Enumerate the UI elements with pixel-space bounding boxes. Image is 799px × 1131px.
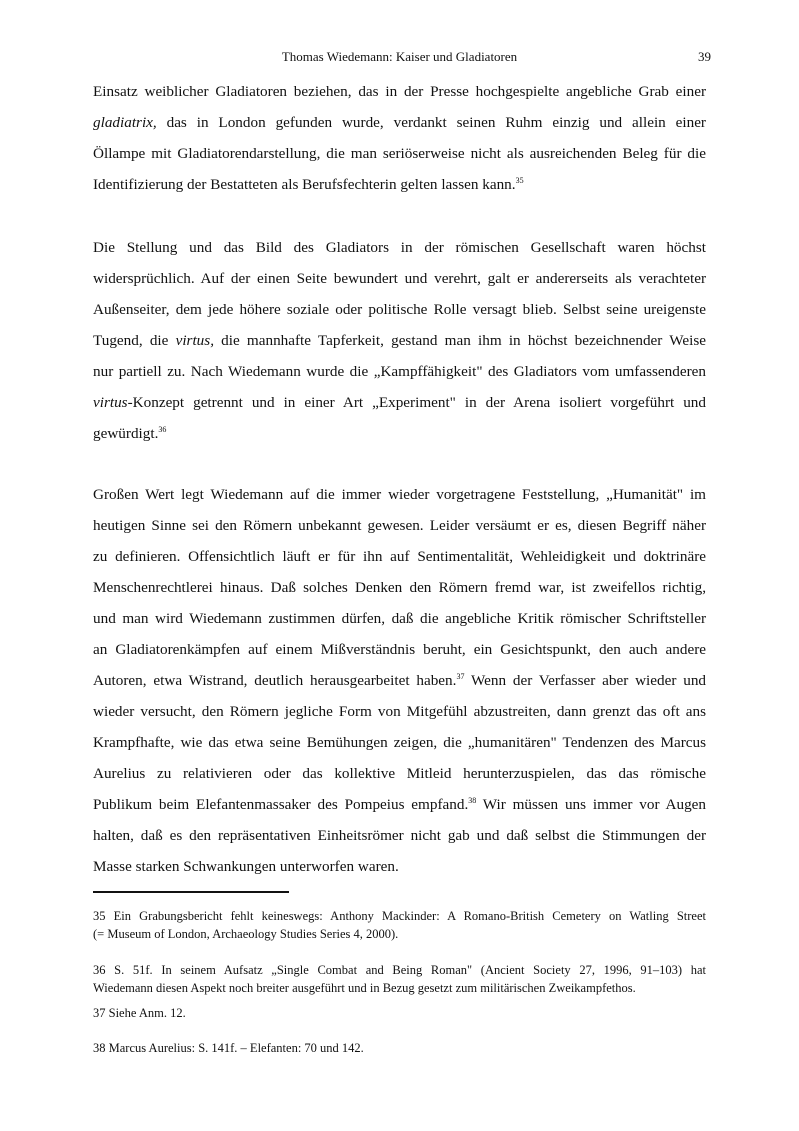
italic-term: gladiatrix,: [93, 114, 157, 131]
footnote-ref[interactable]: 35: [515, 176, 524, 185]
footnote-38: 38 Marcus Aurelius: S. 141f. – Elefanten: 70 und 142.: [93, 1041, 364, 1055]
text-line: Außenseiter, dem jede höhere soziale oder politische Rolle versagt blieb. Selbst seine ureigenste: [93, 301, 706, 318]
footnote-35: 35 Ein Grabungsbericht fehlt keineswegs: Anthony Mackinder: A Romano-British Cemetery on Watling Street (= Museum of London, Archaeology Studies Series 4, 2000).: [93, 909, 706, 941]
text-line: gladiatrix, das in London gefunden wurde, verdankt seinen Ruhm einzig und allein einer: [93, 114, 706, 131]
text-line: Autoren, etwa Wistrand, deutlich herausgearbeitet haben.$^{37}$ Wenn der Verfasser aber wieder und: [93, 672, 707, 689]
running-title: Thomas Wiedemann: Kaiser und Gladiatoren: [281, 49, 518, 64]
text-line: Öllampe mit Gladiatorendarstellung, die man seriöserweise nicht als ausreichenden Beleg für die: [93, 145, 706, 162]
text-line: gewürdigt.$^{36}$: [93, 425, 167, 442]
text-line: widersprüchlich. Auf der einen Seite bewundert und verehrt, galt er andererseits als verachteter: [93, 270, 706, 287]
text-line: Aurelius zu relativieren oder das kollektive Mitleid herunterzuspielen, das das römische: [93, 765, 706, 782]
text-line: virtus-Konzept getrennt und in einer Art „Experiment" in der Arena isoliert vorgeführt und: [93, 394, 706, 411]
footnote-ref[interactable]: 36: [158, 425, 167, 434]
footnote-36: 36 S. 51f. In seinem Aufsatz „Single Combat and Being Roman" (Ancient Society 27, 1996, 91–103) hat Wiedemann diesen Aspekt noch breiter ausgeführt und in Bezug gesetzt zum militärischen Zweikampfethos.: [93, 963, 706, 995]
text-line: heutigen Sinne sei den Römern unbekannt gewesen. Leider versäumt er es, diesen Begriff näher: [93, 517, 706, 534]
text-line: Menschenrechtlerei hinaus. Daß solches Denken den Römern fremd war, ist zweifellos richtig,: [93, 579, 706, 596]
text-line: Masse starken Schwankungen unterworfen waren.: [93, 858, 399, 875]
footnote-ref[interactable]: 37: [456, 672, 465, 681]
text-line: Einsatz weiblicher Gladiatoren beziehen, das in der Presse hochgespielte angebliche Grab einer: [93, 83, 706, 100]
text-line: nur partiell zu. Nach Wiedemann wurde die „Kampffähigkeit" des Gladiators vom umfassenderen: [93, 363, 706, 380]
running-header: [0, 49, 799, 69]
text-line: Tugend, die virtus, die mannhafte Tapferkeit, gestand man ihm in höchst bezeichnender Weise: [93, 332, 706, 349]
footnote-separator: [93, 891, 289, 893]
footnote-37: 37 Siehe Anm. 12.: [93, 1006, 186, 1020]
text-line: Großen Wert legt Wiedemann auf die immer wieder vorgetragene Feststellung, „Humanität" im: [93, 486, 706, 503]
text-line: und man wird Wiedemann zustimmen dürfen, daß die angebliche Kritik römischer Schriftsteller: [93, 610, 706, 627]
italic-term: virtus,: [175, 332, 214, 349]
text-line: Die Stellung und das Bild des Gladiators in der römischen Gesellschaft waren höchst: [93, 239, 706, 256]
italic-term: virtus: [93, 394, 128, 411]
page-number: 39: [698, 49, 711, 64]
text-line: zu definieren. Offensichtlich läuft er für ihn auf Sentimentalität, Wehleidigkeit und doktrinäre: [93, 548, 706, 565]
text-line: wieder versucht, den Römern jegliche Form von Mitgefühl abzustreiten, dann grenzt das oft ans: [93, 703, 706, 720]
text-line: Publikum beim Elefantenmassaker des Pompeius empfand.$^{38}$ Wir müssen uns immer vor Augen: [93, 796, 706, 813]
text-line: Krampfhafte, wie das etwa seine Bemühungen zeigen, die „humanitären" Tendenzen des Marcus: [93, 734, 706, 751]
text-line: an Gladiatorenkämpfen auf einem Mißverständnis beruht, ein Gesichtspunkt, den auch andere: [93, 641, 706, 658]
text-line: halten, daß es den repräsentativen Einheitsrömer nicht gab und daß selbst die Stimmungen der: [93, 827, 706, 844]
text-line: Identifizierung der Bestatteten als Berufsfechterin gelten lassen kann.$^{35}$: [93, 176, 524, 193]
footnote-ref[interactable]: 38: [468, 796, 477, 805]
